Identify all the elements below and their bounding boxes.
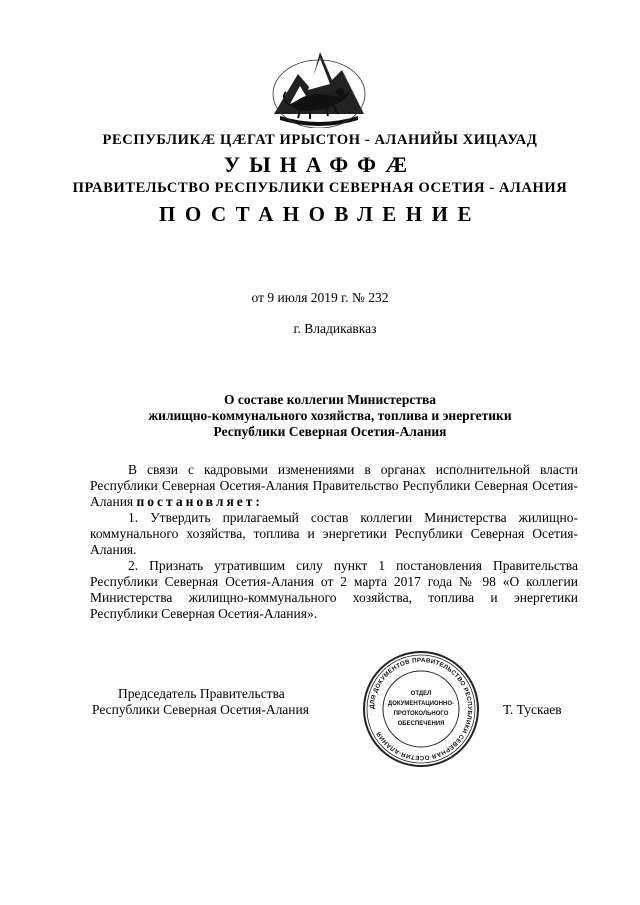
- stamp-center-line: ПРОТОКОЛЬНОГО: [393, 711, 449, 717]
- header-russian-government: ПРАВИТЕЛЬСТВО РЕСПУБЛИКИ СЕВЕРНАЯ ОСЕТИЯ - АЛАНИЯ: [72, 180, 568, 196]
- title-line: Республики Северная Осетия-Алания: [213, 424, 447, 439]
- stamp-center-line: ДОКУМЕНТАЦИОННО-: [387, 701, 455, 707]
- item-1-paragraph: 1. Утвердить прилагаемый состав коллегии Министерства жилищно-коммунального хозяйства, топлива и энергетики Республики Северная Осетия-Алания.: [90, 510, 578, 557]
- document-city: г. Владикавказ: [293, 321, 377, 336]
- stamp-center-line: ОБЕСПЕЧЕНИЯ: [397, 721, 445, 727]
- position-line-2: Республики Северная Осетия-Алания: [92, 702, 309, 717]
- header-ossetian-government: РЕСПУБЛИКÆ ЦÆГАТ ИРЫСТОН - АЛАНИЙЫ ХИЦАУАД: [102, 132, 538, 148]
- decree-word: постановляет:: [136, 494, 263, 509]
- svg-text:ДЛЯ ДОКУМЕНТОВ ПРАВИТЕЛЬСТВО Р: [369, 657, 473, 761]
- title-line: жилищно-коммунального хозяйства, топлива и энергетики: [148, 408, 512, 423]
- document-body: [90, 462, 578, 622]
- document-date-number: от 9 июля 2019 г. № 232: [251, 290, 389, 305]
- document-title: [90, 392, 570, 440]
- stamp-ring-text: ДЛЯ ДОКУМЕНТОВ ПРАВИТЕЛЬСТВО РЕСПУБЛИКИ СЕВЕРНАЯ ОСЕТИЯ-АЛАНИЯ: [368, 656, 474, 762]
- item-2-paragraph: 2. Признать утратившим силу пункт 1 постановления Правительства Республики Северная Осетия-Алания от 2 марта 2017 года № 98 «О коллегии Министерства жилищно-коммунального хозяйства, топлива и энергетики Республики Северная Осетия-Алания».: [90, 558, 578, 621]
- position-line-1: Председатель Правительства: [118, 686, 285, 701]
- intro-text: В связи с кадровыми изменениями в органах исполнительной власти Республики Северная Осетия-Алания Правительство Республики Северная Осетия-Алания: [90, 462, 578, 509]
- coat-of-arms-emblem: [270, 44, 368, 128]
- header-document-type: ПОСТАНОВЛЕНИЕ: [159, 202, 481, 226]
- signatory-position: [92, 686, 309, 718]
- header-ossetian-decree-word: УЫНАФФÆ: [223, 152, 417, 177]
- stamp-center-line: ОТДЕЛ: [410, 691, 432, 697]
- intro-paragraph: [90, 462, 578, 510]
- signatory-name: Т. Тускаев: [503, 702, 562, 717]
- official-stamp: [362, 650, 480, 768]
- title-line: О составе коллегии Министерства: [223, 392, 437, 407]
